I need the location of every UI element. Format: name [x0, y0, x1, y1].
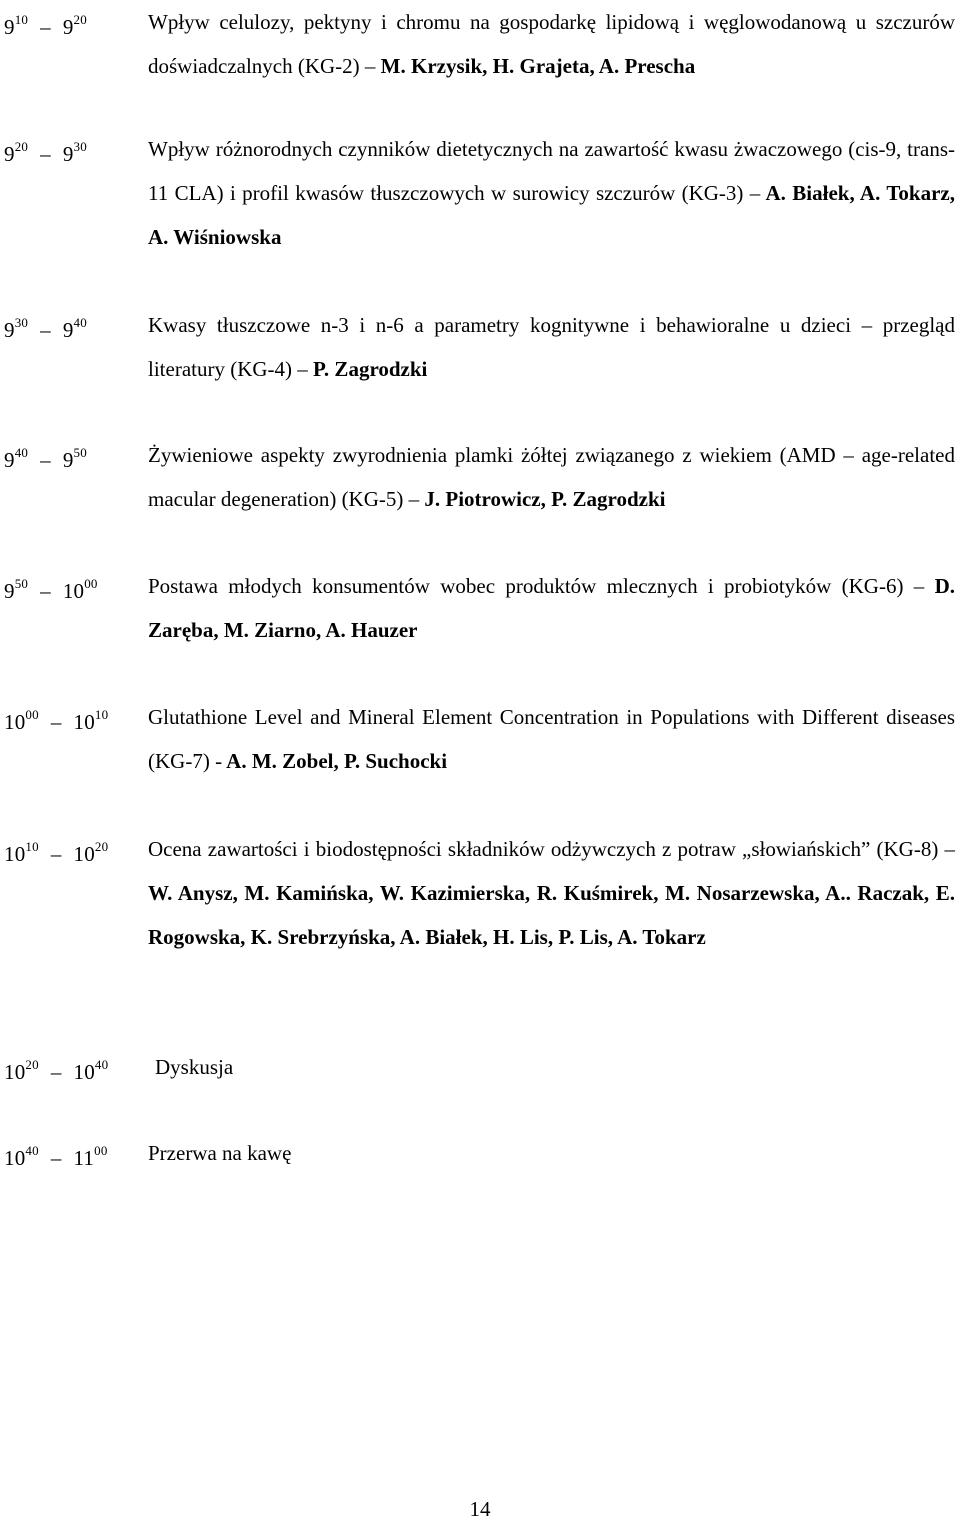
talk-description: Wpływ celulozy, pektyny i chromu na gospodarkę lipidową i węglowodanową u szczurów doświadczalnych (KG-2) – M. Krzysik, H. Grajeta, A. Prescha [148, 10, 955, 78]
talk-description: Wpływ różnorodnych czynników dietetycznych na zawartość kwasu żwaczowego (cis-9, trans-11 CLA) i profil kwasów tłuszczowych w surowicy szczurów (KG-3) – A. Białek, A. Tokarz, A. Wiśniowska [148, 137, 955, 249]
talk-authors: J. Piotrowicz, P. Zagrodzki [419, 487, 666, 511]
session-label: Przerwa na kawę [148, 1141, 292, 1165]
talk-authors: A. Białek, A. Tokarz, A. Wiśniowska [148, 181, 955, 249]
time-range: $9^{10} - 9^{20}$ [4, 12, 87, 39]
talk-authors: P. Zagrodzki [307, 357, 428, 381]
time-range: $10^{40} - 11^{00}$ [4, 1143, 108, 1170]
session-label: Dyskusja [155, 1055, 234, 1079]
talk-authors: M. Krzysik, H. Grajeta, A. Prescha [375, 54, 696, 78]
time-range: $10^{10} - 10^{20}$ [4, 839, 109, 866]
time-range: $9^{30} - 9^{40}$ [4, 315, 87, 342]
talk-title: Wpływ celulozy, pektyny i chromu na gospodarkę lipidową i węglowodanową u szczurów doświadczalnych (KG-2) [148, 10, 955, 78]
talk-description: Ocena zawartości i biodostępności składników odżywczych z potraw „słowiańskich” (KG-8) – W. Anysz, M. Kamińska, W. Kazimierska, R. Kuśmirek, M. Nosarzewska, A.. Raczak, E. Rogowska, K. Srebrzyńska, A. Białek, H. Lis, P. Lis, A. Tokarz [148, 837, 955, 949]
time-range: $9^{50} - 10^{00}$ [4, 576, 98, 603]
talk-authors: A. M. Zobel, P. Suchocki [222, 749, 448, 773]
talk-description: Kwasy tłuszczowe n-3 i n-6 a parametry kognitywne i behawioralne u dzieci – przegląd literatury (KG-4) – P. Zagrodzki [148, 313, 955, 381]
talk-title: Kwasy tłuszczowe n-3 i n-6 a parametry kognitywne i behawioralne u dzieci – przegląd literatury (KG-4) [148, 313, 955, 381]
page-number: 14 [469, 1497, 491, 1521]
talk-authors: D. Zaręba, M. Ziarno, A. Hauzer [148, 574, 955, 642]
talk-title: Wpływ różnorodnych czynników dietetycznych na zawartość kwasu żwaczowego (cis-9, trans-11 CLA) i profil kwasów tłuszczowych w surowicy szczurów (KG-3) [148, 137, 955, 205]
time-range: $9^{40} - 9^{50}$ [4, 445, 87, 472]
talk-description: Postawa młodych konsumentów wobec produktów mlecznych i probiotyków (KG-6) – D. Zaręba, M. Ziarno, A. Hauzer [148, 574, 955, 642]
time-range: $10^{20} - 10^{40}$ [4, 1057, 109, 1084]
time-range: $9^{20} - 9^{30}$ [4, 139, 87, 166]
talk-title: Glutathione Level and Mineral Element Concentration in Populations with Different diseases (KG-7) [148, 705, 955, 773]
talk-title: Ocena zawartości i biodostępności składników odżywczych z potraw „słowiańskich” (KG-8) [148, 837, 945, 861]
talk-title: Żywieniowe aspekty zwyrodnienia plamki żółtej związanego z wiekiem (AMD – age-related macular degeneration) (KG-5) [148, 443, 955, 511]
time-range: $10^{00} - 10^{10}$ [4, 707, 109, 734]
talk-authors: W. Anysz, M. Kamińska, W. Kazimierska, R. Kuśmirek, M. Nosarzewska, A.. Raczak, E. Rogowska, K. Srebrzyńska, A. Białek, H. Lis, P. Lis, A. Tokarz [148, 881, 955, 949]
talk-description: Żywieniowe aspekty zwyrodnienia plamki żółtej związanego z wiekiem (AMD – age-related macular degeneration) (KG-5) – J. Piotrowicz, P. Zagrodzki [148, 443, 955, 511]
talk-description: Glutathione Level and Mineral Element Concentration in Populations with Different diseases (KG-7) - A. M. Zobel, P. Suchocki [148, 705, 955, 773]
talk-title: Postawa młodych konsumentów wobec produktów mlecznych i probiotyków (KG-6) [148, 574, 914, 598]
